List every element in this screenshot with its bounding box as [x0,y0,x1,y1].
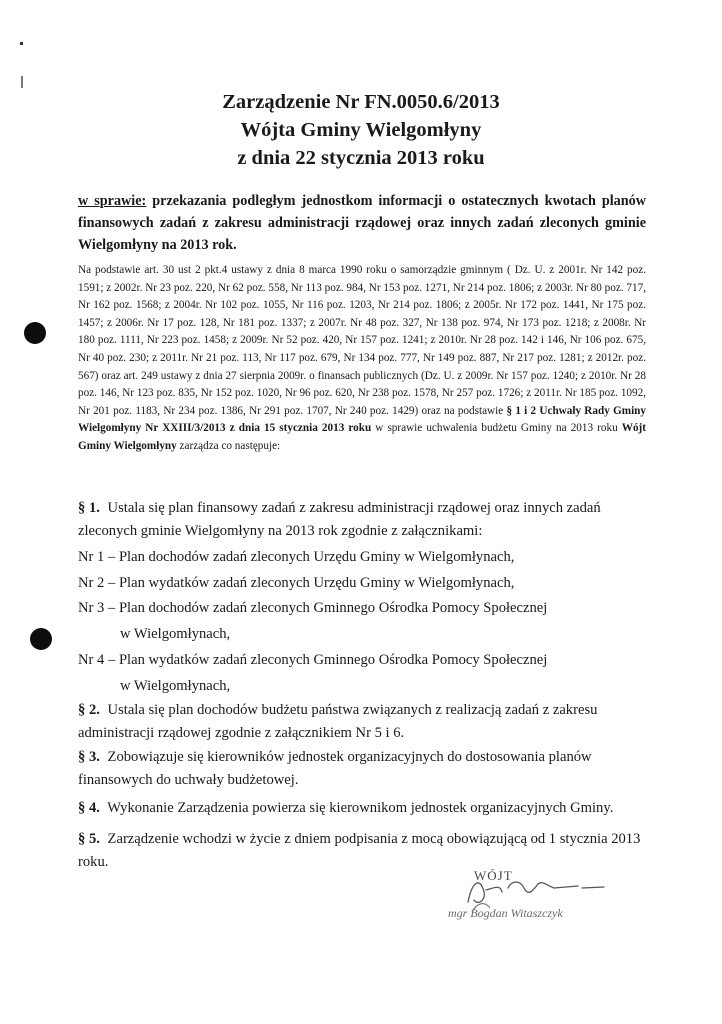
signature-block [428,862,628,932]
attachment-text: Nr 3 – Plan dochodów zadań zleconych Gminnego Ośrodka Pomocy Społecznej [78,600,548,616]
attachment-continuation: w Wielgomłynach, [120,626,231,642]
paragraph-symbol: § 3. [78,749,100,765]
scan-speck [20,42,23,45]
subject-lead: w sprawie: [78,193,147,209]
attachment-continuation: w Wielgomłynach, [120,678,231,694]
title-line-3: z dnia 22 stycznia 2013 roku [237,147,485,169]
signature-name: mgr Bogdan Witaszczyk [448,906,563,920]
paragraph-2 [78,699,646,745]
paragraph-1 [78,497,646,543]
attachment-item-1 [78,546,646,569]
paragraph-symbol: § 2. [78,702,100,718]
punch-hole [30,628,52,650]
paragraph-symbol: § 4. [78,800,100,816]
attachment-text: Nr 4 – Plan wydatków zadań zleconych Gminnego Ośrodka Pomocy Społecznej [78,652,548,668]
attachment-item-4 [78,649,646,698]
subject-block [78,190,646,256]
title-line-1: Zarządzenie Nr FN.0050.6/2013 [222,91,500,113]
paragraph-4 [78,797,646,820]
paragraph-text: Ustala się plan dochodów budżetu państwa związanych z realizacją zadań z zakresu administracji rządowej zgodnie z załącznikiem Nr 5 i 6. [78,702,598,741]
punch-hole [24,322,46,344]
handwritten-signature [428,862,628,932]
attachment-text: Nr 2 – Plan wydatków zadań zleconych Urzędu Gminy w Wielgomłynach, [78,575,515,591]
legal-bold-2: Wójt Gminy Wielgomłyny [78,422,646,452]
paragraph-symbol: § 1. [78,500,100,516]
legal-part-2: w sprawie uchwalenia budżetu Gminy na 2013 roku [375,422,618,435]
paragraph-symbol: § 5. [78,831,100,847]
legal-basis [78,262,646,456]
legal-bold-1: § 1 i 2 Uchwały Rady Gminy Wielgomłyny Nr XXIII/3/2013 z dnia 15 stycznia 2013 roku [78,404,646,435]
paragraph-text: Zobowiązuje się kierowników jednostek organizacyjnych do dostosowania planów finansowych do uchwały budżetowej. [78,749,592,788]
attachment-item-2 [78,572,646,595]
paragraph-text: Wykonanie Zarządzenia powierza się kierownikom jednostek organizacyjnych Gminy. [107,800,614,816]
paragraph-text: Zarządzenie wchodzi w życie z dniem podpisania z mocą obowiązującą od 1 stycznia 2013 roku. [78,831,641,870]
signature-title: WÓJT [474,868,513,883]
paragraph-3 [78,746,646,792]
title-line-2: Wójta Gminy Wielgomłyny [240,119,482,141]
attachment-item-3 [78,597,646,646]
attachment-text: Nr 1 – Plan dochodów zadań zleconych Urzędu Gminy w Wielgomłynach, [78,549,515,565]
legal-part-3: zarządza co następuje: [179,439,281,452]
paragraph-text: Ustala się plan finansowy zadań z zakresu administracji rządowej oraz innych zadań zleconych gminie Wielgomłyny na 2013 rok zgodnie z załącznikami: [78,500,601,539]
subject-text: przekazania podległym jednostkom informacji o ostatecznych kwotach planów finansowych zadań z zakresu administracji rządowej oraz innych zadań zleconych gminie Wielgomłyny na 2013 rok. [78,193,646,253]
scan-speck [21,76,23,88]
legal-part-1: Na podstawie art. 30 ust 2 pkt.4 ustawy z dnia 8 marca 1990 roku o samorządzie gminnym ( Dz. U. z 2001r. Nr 142 poz. 1591; z 2002r. Nr 23 poz. 220, Nr 62 poz. 558, Nr 113 poz. 984, Nr 153 poz. 1271, Nr 214 poz. 1806; z 2003r. Nr 80 poz. 717, Nr 162 poz. 1568; z 2004r. Nr 102 poz. 1055, Nr 116 poz. 1203, Nr 214 poz. 1806; z 2005r. Nr 172 poz. 1441, Nr 175 poz. 1457; z 2006r. Nr 17 poz. 128, Nr 181 poz. 1337; z 2007r. Nr 48 poz. 327, Nr 138 poz. 974, Nr 173 poz. 1218; z 2008r. Nr 180 poz. 1111, Nr 223 poz. 1458; z 2009r. Nr 52 poz. 420, Nr 157 poz. 1241; z 2010r. Nr 28 poz. 142 i 146, Nr 106 poz. 675, Nr 40 poz. 230; z 2011r. Nr 21 poz. 113, Nr 117 poz. 679, Nr 134 poz. 777, Nr 149 poz. 887, Nr 217 poz. 1281; z 2012r. poz. 567) oraz art. 249 ustawy z dnia 27 sierpnia 2009r. o finansach publicznych (Dz. U. z 2009r. Nr 157 poz. 1240; z 2010r. Nr 28 poz. 146, Nr 123 poz. 835, Nr 152 poz. 1020, Nr 96 poz. 620, Nr 238 poz. 1578, Nr 257 poz. 1726; z 2011r. Nr 185 poz. 1092, Nr 201 poz. 1183, Nr 234 poz. 1386, Nr 291 poz. 1707, Nr 240 poz. 1429) oraz na podstawie [78,264,646,417]
document-title [0,88,722,172]
